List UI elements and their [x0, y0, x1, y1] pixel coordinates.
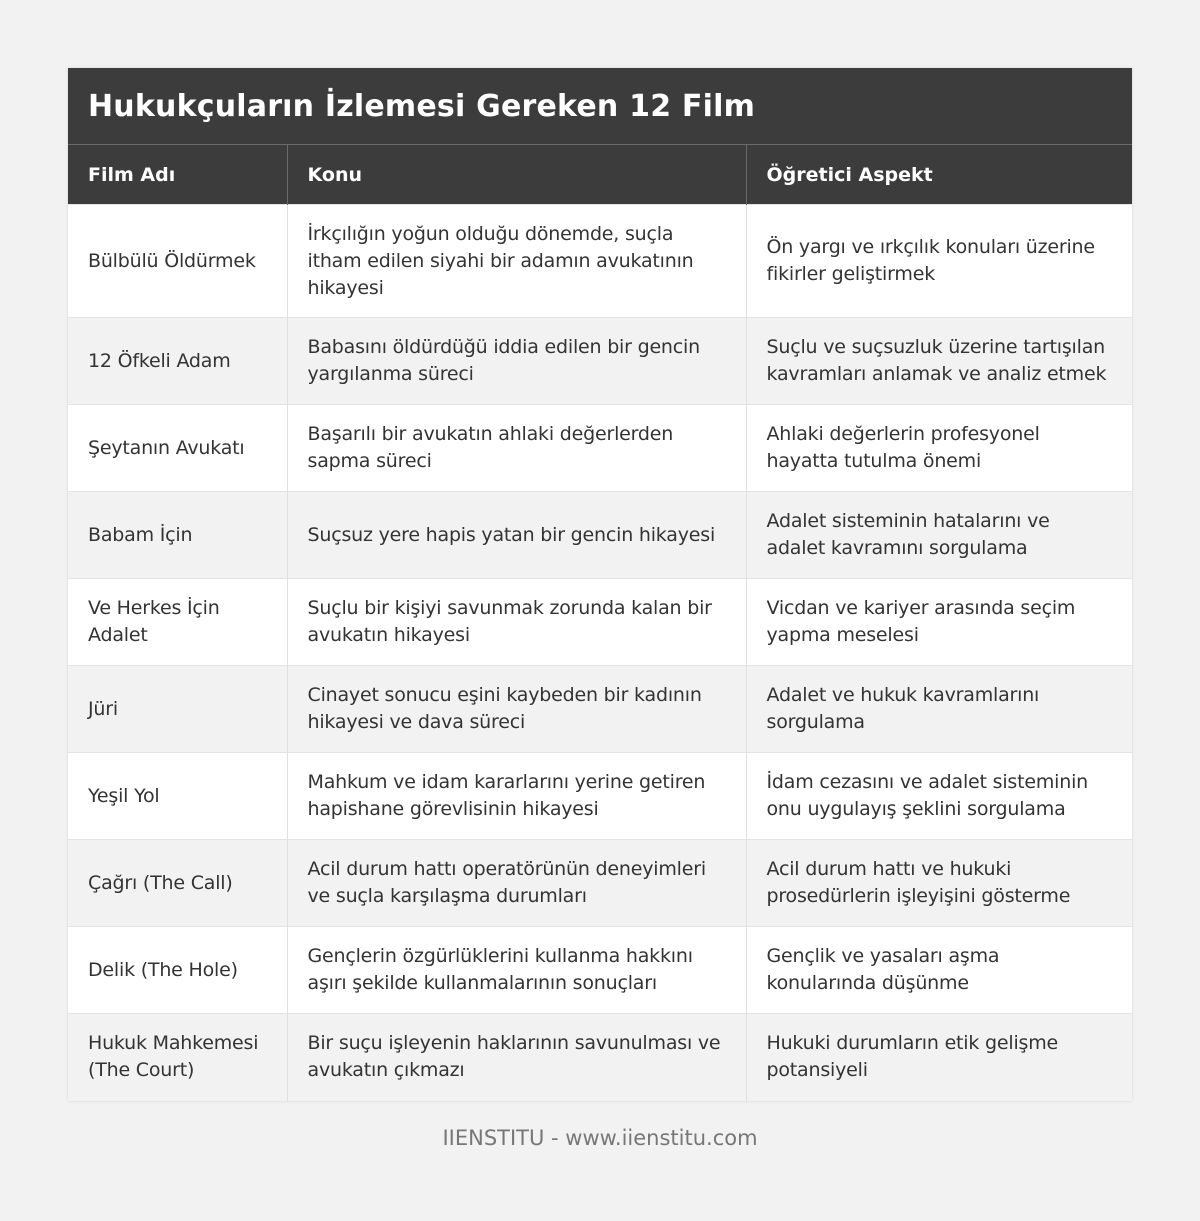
cell-teaching-aspect: Suçlu ve suçsuzluk üzerine tartışılan kavramları anlamak ve analiz etmek	[746, 318, 1132, 405]
cell-teaching-aspect: İdam cezasını ve adalet sisteminin onu uygulayış şeklini sorgulama	[746, 753, 1132, 840]
table-row	[68, 753, 1132, 840]
table-row	[68, 405, 1132, 492]
cell-subject: Başarılı bir avukatın ahlaki değerlerden sapma süreci	[287, 405, 746, 492]
cell-film-name: Çağrı (The Call)	[68, 840, 287, 927]
cell-subject: Gençlerin özgürlüklerini kullanma hakkını aşırı şekilde kullanmalarının sonuçları	[287, 927, 746, 1014]
title-bar	[68, 68, 1132, 144]
cell-film-name: Ve Herkes İçin Adalet	[68, 579, 287, 666]
table-row	[68, 840, 1132, 927]
cell-subject: Suçsuz yere hapis yatan bir gencin hikayesi	[287, 492, 746, 579]
table-row	[68, 492, 1132, 579]
cell-teaching-aspect: Ahlaki değerlerin profesyonel hayatta tutulma önemi	[746, 405, 1132, 492]
cell-subject: Bir suçu işleyenin haklarının savunulması ve avukatın çıkmazı	[287, 1014, 746, 1101]
cell-film-name: Babam İçin	[68, 492, 287, 579]
films-card	[68, 68, 1132, 1101]
header-row	[68, 145, 1132, 205]
table-row	[68, 205, 1132, 318]
cell-film-name: 12 Öfkeli Adam	[68, 318, 287, 405]
cell-film-name: Bülbülü Öldürmek	[68, 205, 287, 318]
column-header-subject: Konu	[287, 145, 746, 205]
table-row	[68, 927, 1132, 1014]
cell-film-name: Yeşil Yol	[68, 753, 287, 840]
cell-teaching-aspect: Adalet sisteminin hatalarını ve adalet kavramını sorgulama	[746, 492, 1132, 579]
cell-subject: Cinayet sonucu eşini kaybeden bir kadının hikayesi ve dava süreci	[287, 666, 746, 753]
column-header-film-name: Film Adı	[68, 145, 287, 205]
page-title: Hukukçuların İzlemesi Gereken 12 Film	[88, 88, 756, 124]
table-body	[68, 205, 1132, 1101]
cell-subject: Babasını öldürdüğü iddia edilen bir gencin yargılanma süreci	[287, 318, 746, 405]
films-table	[68, 144, 1132, 1101]
cell-teaching-aspect: Vicdan ve kariyer arasında seçim yapma meselesi	[746, 579, 1132, 666]
table-row	[68, 318, 1132, 405]
table-row	[68, 666, 1132, 753]
cell-teaching-aspect: Hukuki durumların etik gelişme potansiyeli	[746, 1014, 1132, 1101]
cell-teaching-aspect: Gençlik ve yasaları aşma konularında düşünme	[746, 927, 1132, 1014]
table-row	[68, 579, 1132, 666]
footer-credit: IIENSTITU - www.iienstitu.com	[442, 1126, 758, 1150]
cell-subject: Acil durum hattı operatörünün deneyimleri ve suçla karşılaşma durumları	[287, 840, 746, 927]
cell-teaching-aspect: Acil durum hattı ve hukuki prosedürlerin işleyişini gösterme	[746, 840, 1132, 927]
cell-film-name: Şeytanın Avukatı	[68, 405, 287, 492]
cell-teaching-aspect: Ön yargı ve ırkçılık konuları üzerine fikirler geliştirmek	[746, 205, 1132, 318]
table-header	[68, 145, 1132, 205]
cell-subject: İrkçılığın yoğun olduğu dönemde, suçla itham edilen siyahi bir adamın avukatının hikayesi	[287, 205, 746, 318]
cell-subject: Suçlu bir kişiyi savunmak zorunda kalan bir avukatın hikayesi	[287, 579, 746, 666]
cell-film-name: Hukuk Mahkemesi (The Court)	[68, 1014, 287, 1101]
cell-film-name: Jüri	[68, 666, 287, 753]
cell-subject: Mahkum ve idam kararlarını yerine getiren hapishane görevlisinin hikayesi	[287, 753, 746, 840]
column-header-teaching-aspect: Öğretici Aspekt	[746, 145, 1132, 205]
cell-teaching-aspect: Adalet ve hukuk kavramlarını sorgulama	[746, 666, 1132, 753]
table-row	[68, 1014, 1132, 1101]
cell-film-name: Delik (The Hole)	[68, 927, 287, 1014]
